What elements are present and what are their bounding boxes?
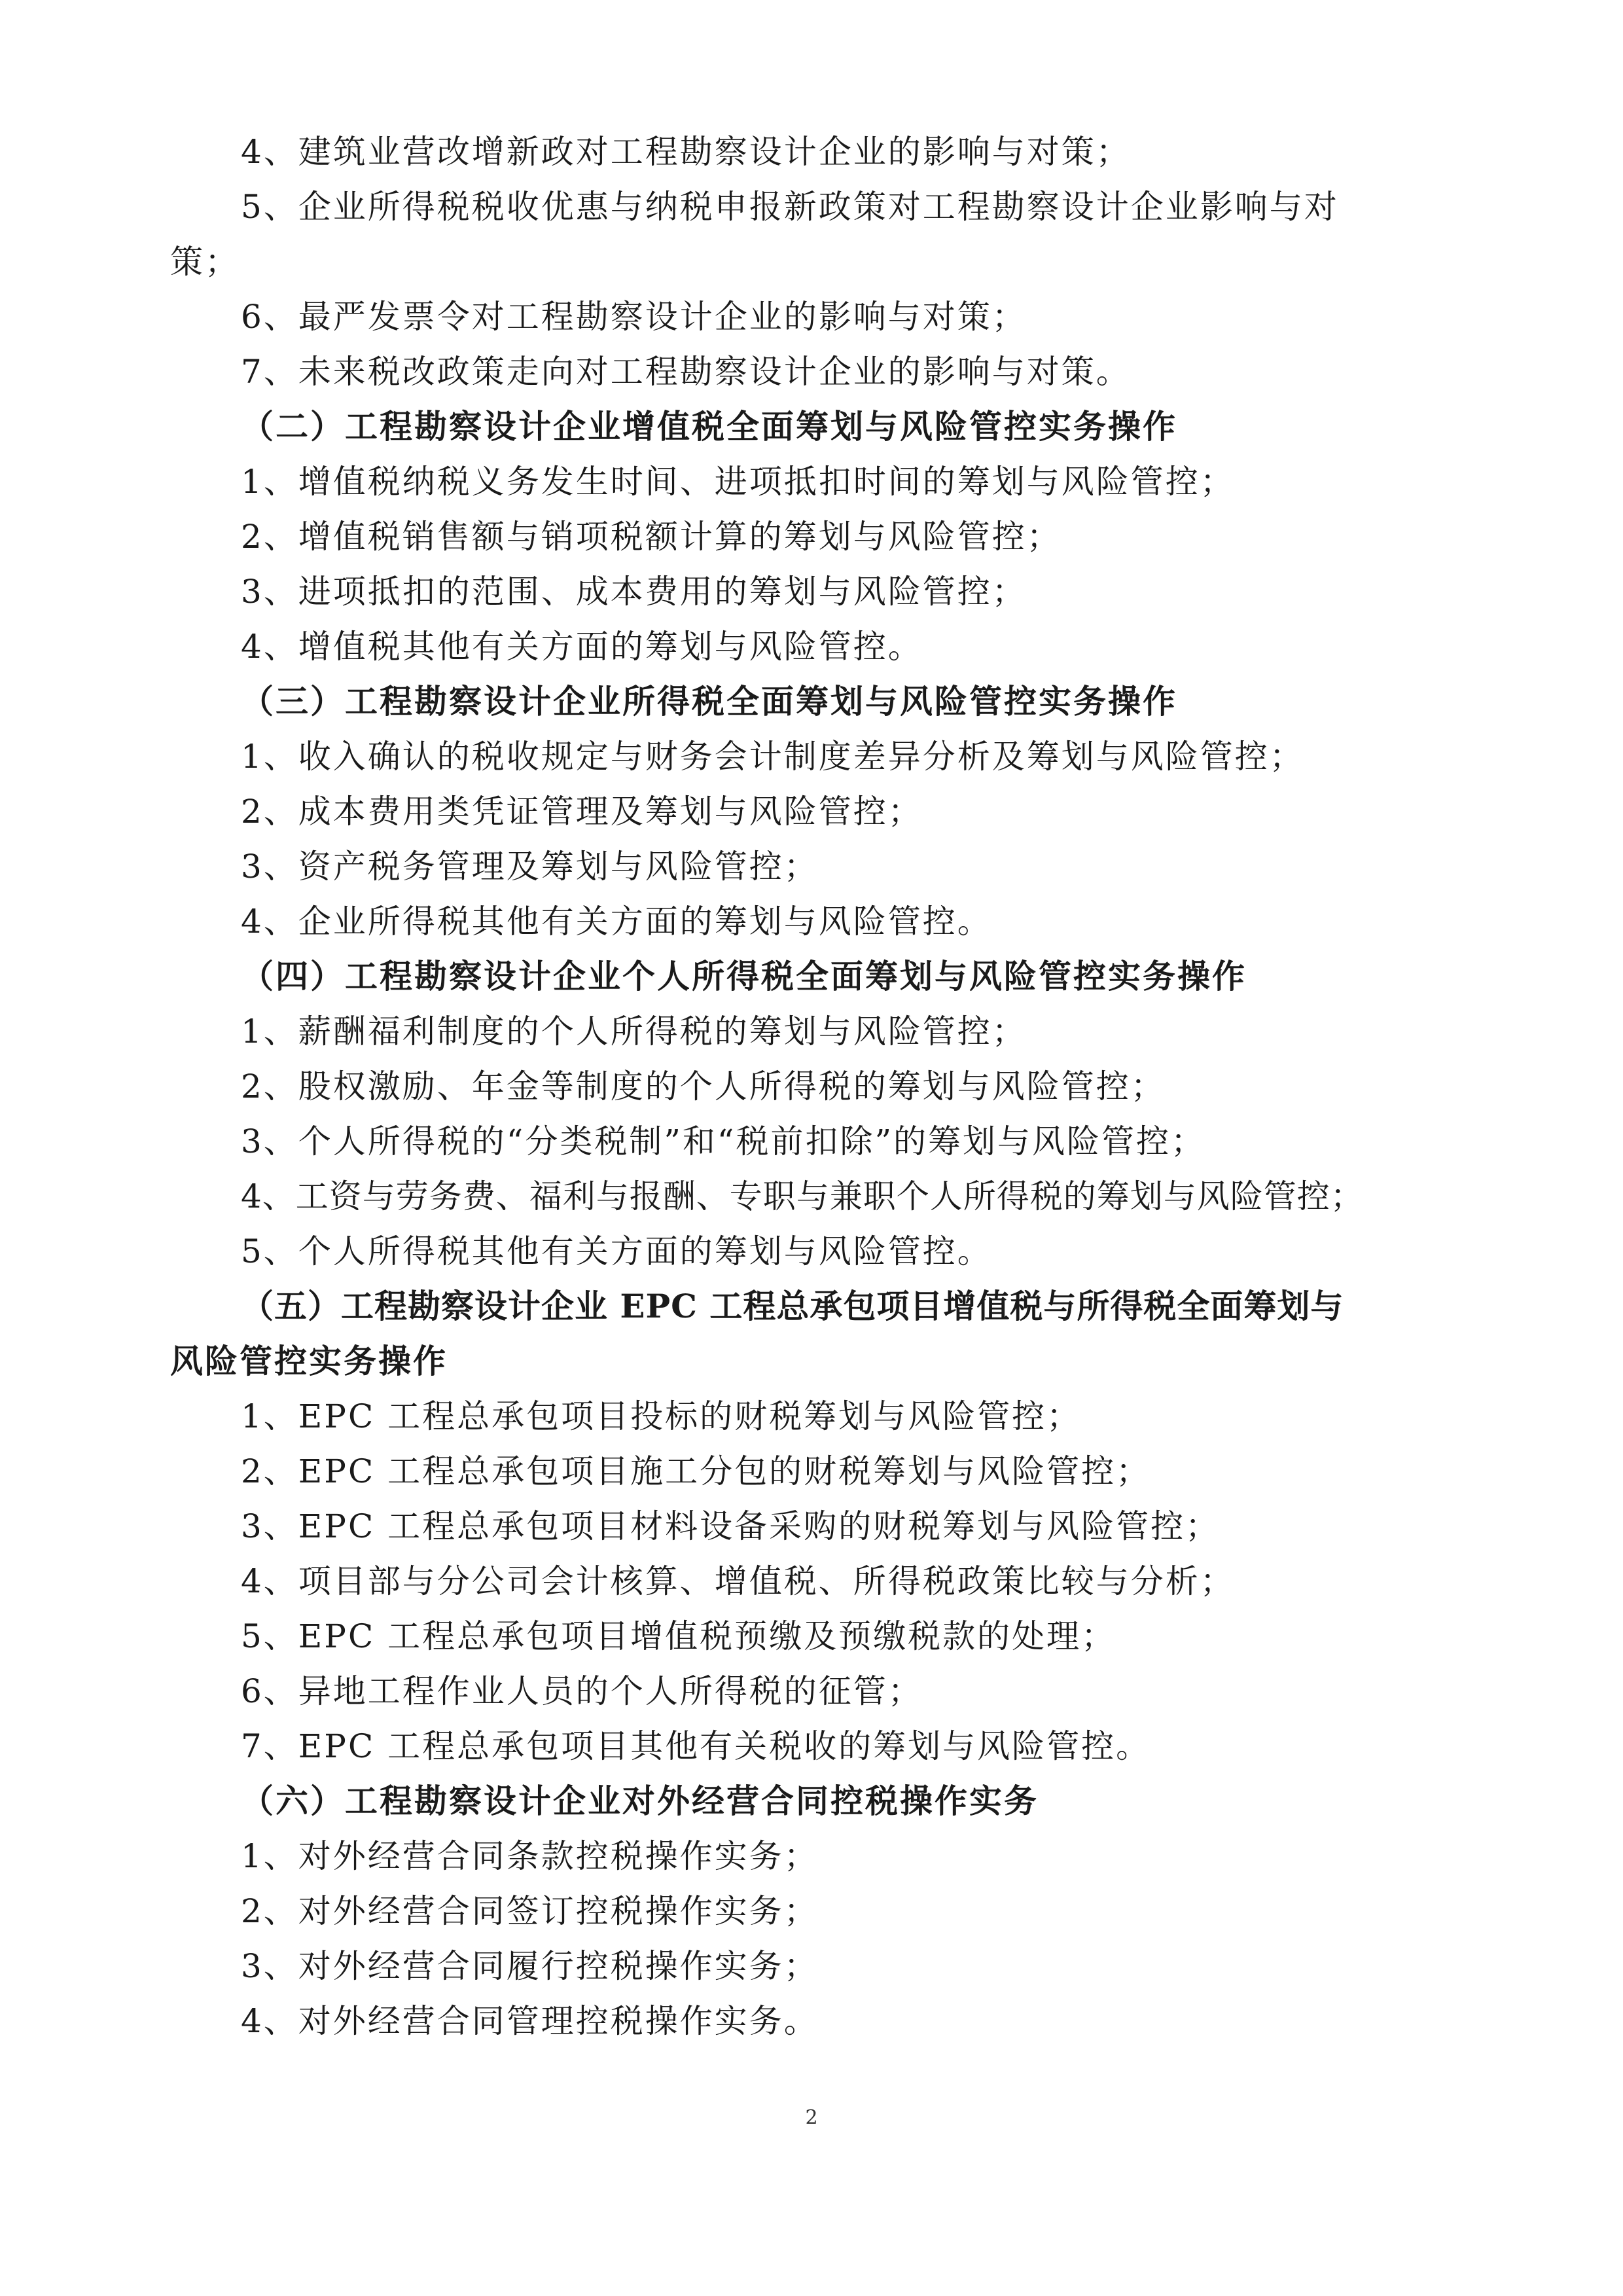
list-item: 2、EPC 工程总承包项目施工分包的财税筹划与风险管控；	[241, 1452, 1151, 1490]
list-item: 5、企业所得税税收优惠与纳税申报新政策对工程勘察设计企业影响与对	[241, 188, 1339, 226]
list-item: 4、对外经营合同管理控税操作实务。	[241, 2002, 819, 2040]
list-item: 3、对外经营合同履行控税操作实务；	[241, 1947, 819, 1985]
list-item: 6、异地工程作业人员的个人所得税的征管；	[241, 1672, 923, 1710]
section-heading-continuation: 风险管控实务操作	[170, 1342, 448, 1380]
list-item: 4、建筑业营改增新政对工程勘察设计企业的影响与对策；	[241, 133, 1131, 171]
list-item: 3、资产税务管理及筹划与风险管控；	[241, 848, 819, 886]
list-item: 4、增值税其他有关方面的筹划与风险管控。	[241, 628, 923, 666]
section-heading: （五）工程勘察设计企业 EPC 工程总承包项目增值税与所得税全面筹划与	[241, 1287, 1344, 1325]
list-item: 2、对外经营合同签订控税操作实务；	[241, 1892, 819, 1930]
list-item: 1、EPC 工程总承包项目投标的财税筹划与风险管控；	[241, 1397, 1082, 1435]
section-heading: （四）工程勘察设计企业个人所得税全面筹划与风险管控实务操作	[241, 957, 1247, 996]
list-item: 4、工资与劳务费、福利与报酬、专职与兼职个人所得税的筹划与风险管控；	[241, 1177, 1364, 1215]
list-item: 3、EPC 工程总承包项目材料设备采购的财税筹划与风险管控；	[241, 1507, 1221, 1545]
list-item: 3、进项抵扣的范围、成本费用的筹划与风险管控；	[241, 573, 1027, 611]
list-item: 1、收入确认的税收规定与财务会计制度差异分析及筹划与风险管控；	[241, 738, 1304, 776]
list-item: 2、增值税销售额与销项税额计算的筹划与风险管控；	[241, 518, 1061, 556]
list-item: 5、EPC 工程总承包项目增值税预缴及预缴税款的处理；	[241, 1617, 1116, 1655]
list-item: 2、成本费用类凭证管理及筹划与风险管控；	[241, 793, 923, 831]
list-item: 4、项目部与分公司会计核算、增值税、所得税政策比较与分析；	[241, 1562, 1235, 1600]
list-item: 2、股权激励、年金等制度的个人所得税的筹划与风险管控；	[241, 1067, 1166, 1105]
section-heading: （六）工程勘察设计企业对外经营合同控税操作实务	[241, 1782, 1039, 1820]
section-heading: （二）工程勘察设计企业增值税全面筹划与风险管控实务操作	[241, 407, 1177, 446]
list-item: 3、个人所得税的“分类税制”和“税前扣除”的筹划与风险管控；	[241, 1122, 1206, 1160]
list-item: 7、未来税改政策走向对工程勘察设计企业的影响与对策。	[241, 353, 1131, 391]
list-item: 1、对外经营合同条款控税操作实务；	[241, 1837, 819, 1875]
list-item: 4、企业所得税其他有关方面的筹划与风险管控。	[241, 903, 992, 941]
list-item: 7、EPC 工程总承包项目其他有关税收的筹划与风险管控。	[241, 1727, 1151, 1765]
list-item: 5、个人所得税其他有关方面的筹划与风险管控。	[241, 1232, 992, 1270]
list-item-continuation: 策；	[170, 243, 240, 281]
page-number: 2	[805, 2106, 818, 2129]
list-item: 1、增值税纳税义务发生时间、进项抵扣时间的筹划与风险管控；	[241, 463, 1235, 501]
document-body	[170, 124, 1472, 2049]
list-item: 1、薪酬福利制度的个人所得税的筹划与风险管控；	[241, 1013, 1027, 1050]
list-item: 6、最严发票令对工程勘察设计企业的影响与对策；	[241, 298, 1027, 336]
section-heading: （三）工程勘察设计企业所得税全面筹划与风险管控实务操作	[241, 682, 1177, 721]
